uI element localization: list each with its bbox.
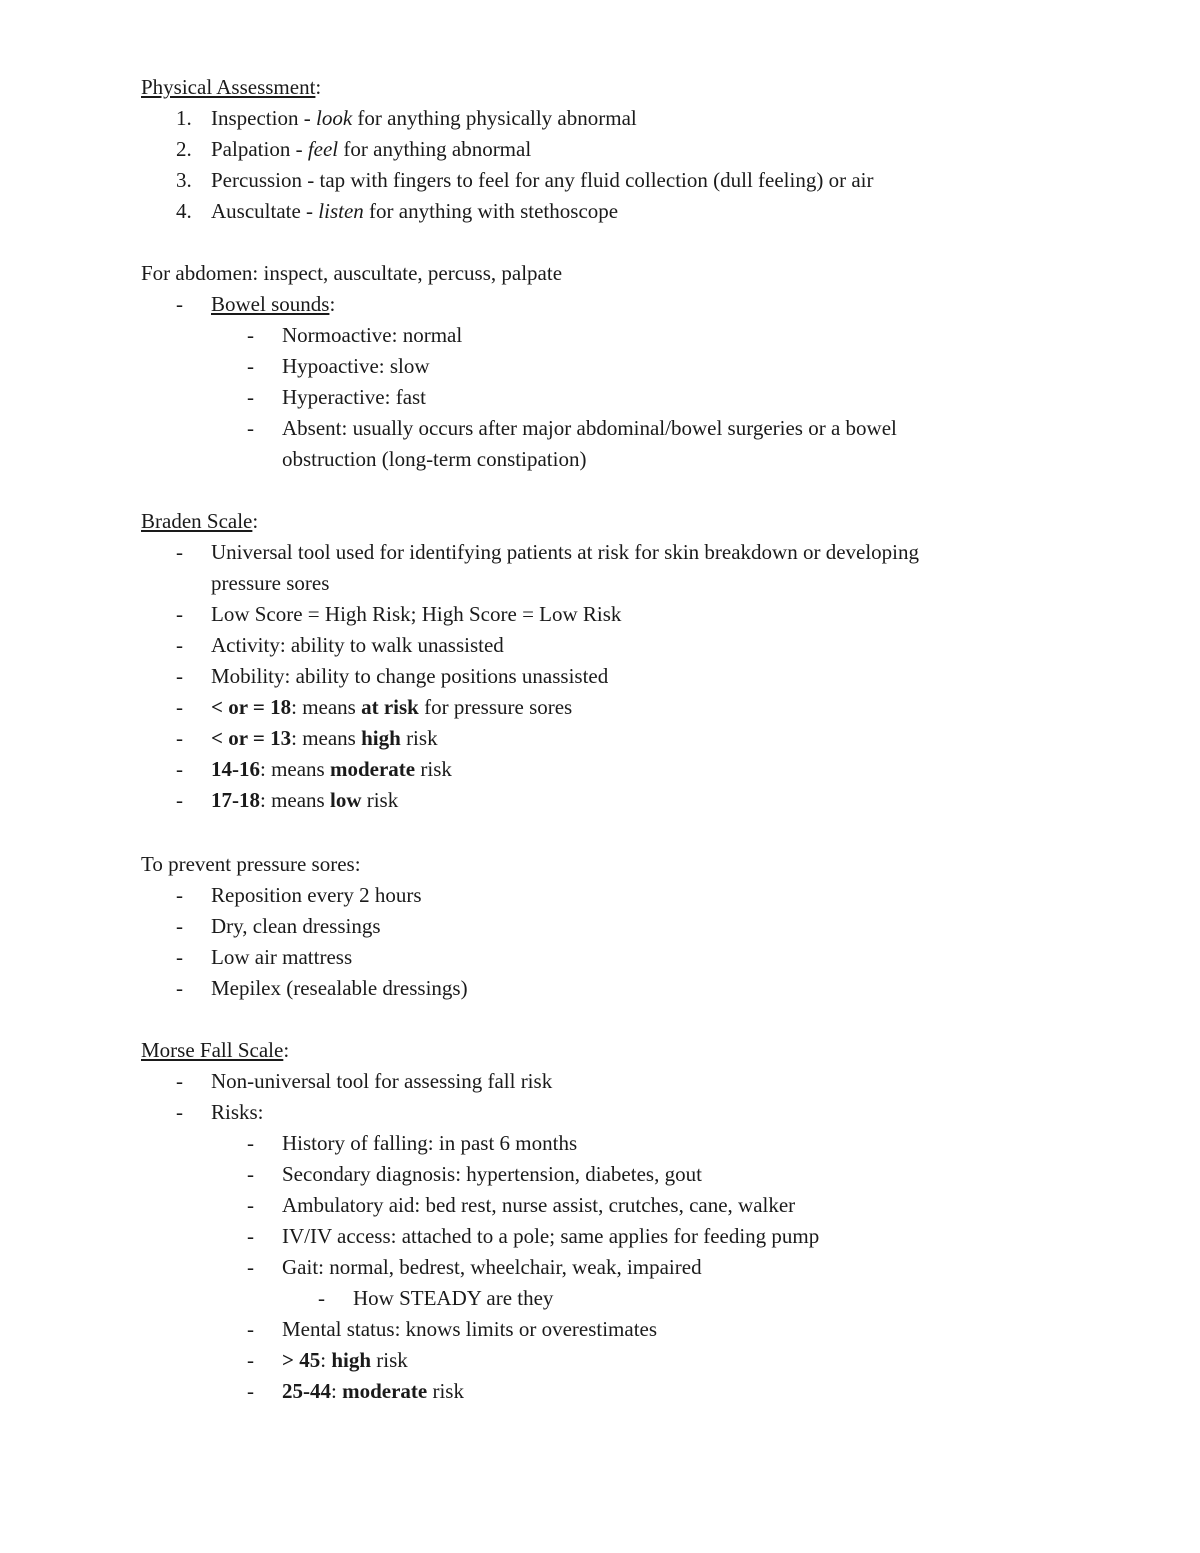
dash-bullet: -: [176, 664, 183, 688]
list-item-continuation: pressure sores: [211, 571, 330, 595]
list-item: Inspection - look for anything physically abnormal: [211, 106, 637, 130]
abdomen-intro: For abdomen: inspect, auscultate, percuss, palpate: [141, 261, 563, 285]
list-item: Low Score = High Risk; High Score = Low Risk: [211, 602, 622, 626]
dash-bullet: -: [176, 1100, 183, 1124]
dash-bullet: -: [247, 1193, 254, 1217]
list-item: 25-44: moderate risk: [282, 1379, 464, 1403]
list-item: Universal tool used for identifying patients at risk for skin breakdown or developing: [211, 540, 920, 564]
list-item: Hypoactive: slow: [282, 354, 430, 378]
list-item: How STEADY are they: [353, 1286, 554, 1310]
physical-assessment-heading: Physical Assessment:: [141, 75, 322, 99]
list-item: Auscultate - listen for anything with stethoscope: [211, 199, 619, 223]
list-number: 1.: [176, 106, 192, 130]
dash-bullet: -: [247, 1255, 254, 1279]
list-item: Activity: ability to walk unassisted: [211, 633, 504, 657]
list-item: Percussion - tap with fingers to feel for any fluid collection (dull feeling) or air: [211, 168, 874, 192]
dash-bullet: -: [176, 757, 183, 781]
list-item: Normoactive: normal: [282, 323, 463, 347]
dash-bullet: -: [247, 1224, 254, 1248]
braden-scale-heading: Braden Scale:: [141, 509, 259, 533]
dash-bullet: -: [247, 1379, 254, 1403]
dash-bullet: -: [318, 1286, 325, 1310]
list-number: 4.: [176, 199, 192, 223]
dash-bullet: -: [176, 292, 183, 316]
dash-bullet: -: [247, 1317, 254, 1341]
dash-bullet: -: [247, 416, 254, 440]
dash-bullet: -: [247, 323, 254, 347]
list-item: Mental status: knows limits or overestimates: [282, 1317, 658, 1341]
dash-bullet: -: [176, 976, 183, 1000]
list-item: 17-18: means low risk: [211, 788, 399, 812]
list-item: < or = 18: means at risk for pressure sores: [211, 695, 573, 719]
dash-bullet: -: [176, 602, 183, 626]
dash-bullet: -: [247, 1162, 254, 1186]
list-item: Absent: usually occurs after major abdominal/bowel surgeries or a bowel: [282, 416, 897, 440]
list-item: Risks:: [211, 1100, 264, 1124]
dash-bullet: -: [247, 1131, 254, 1155]
list-item: Mepilex (resealable dressings): [211, 976, 468, 1000]
list-number: 2.: [176, 137, 192, 161]
dash-bullet: -: [176, 1069, 183, 1093]
dash-bullet: -: [247, 354, 254, 378]
dash-bullet: -: [176, 695, 183, 719]
dash-bullet: -: [176, 914, 183, 938]
list-item-continuation: obstruction (long-term constipation): [282, 447, 587, 471]
list-item: Palpation - feel for anything abnormal: [211, 137, 532, 161]
dash-bullet: -: [176, 883, 183, 907]
list-item: Secondary diagnosis: hypertension, diabetes, gout: [282, 1162, 702, 1186]
dash-bullet: -: [176, 633, 183, 657]
dash-bullet: -: [176, 726, 183, 750]
dash-bullet: -: [176, 788, 183, 812]
dash-bullet: -: [176, 945, 183, 969]
dash-bullet: -: [247, 1348, 254, 1372]
list-item: Gait: normal, bedrest, wheelchair, weak, impaired: [282, 1255, 702, 1279]
list-item: Non-universal tool for assessing fall risk: [211, 1069, 553, 1093]
list-item: Reposition every 2 hours: [211, 883, 422, 907]
bowel-sounds-heading: Bowel sounds:: [211, 292, 336, 316]
list-item: < or = 13: means high risk: [211, 726, 438, 750]
list-item: Ambulatory aid: bed rest, nurse assist, crutches, cane, walker: [282, 1193, 796, 1217]
list-item: History of falling: in past 6 months: [282, 1131, 578, 1155]
list-item: > 45: high risk: [282, 1348, 408, 1372]
morse-fall-scale-heading: Morse Fall Scale:: [141, 1038, 290, 1062]
dash-bullet: -: [247, 385, 254, 409]
list-number: 3.: [176, 168, 192, 192]
list-item: Mobility: ability to change positions unassisted: [211, 664, 609, 688]
list-item: Dry, clean dressings: [211, 914, 381, 938]
list-item: 14-16: means moderate risk: [211, 757, 452, 781]
list-item: IV/IV access: attached to a pole; same applies for feeding pump: [282, 1224, 820, 1248]
list-item: Low air mattress: [211, 945, 353, 969]
dash-bullet: -: [176, 540, 183, 564]
prevent-heading: To prevent pressure sores:: [141, 852, 361, 876]
list-item: Hyperactive: fast: [282, 385, 427, 409]
